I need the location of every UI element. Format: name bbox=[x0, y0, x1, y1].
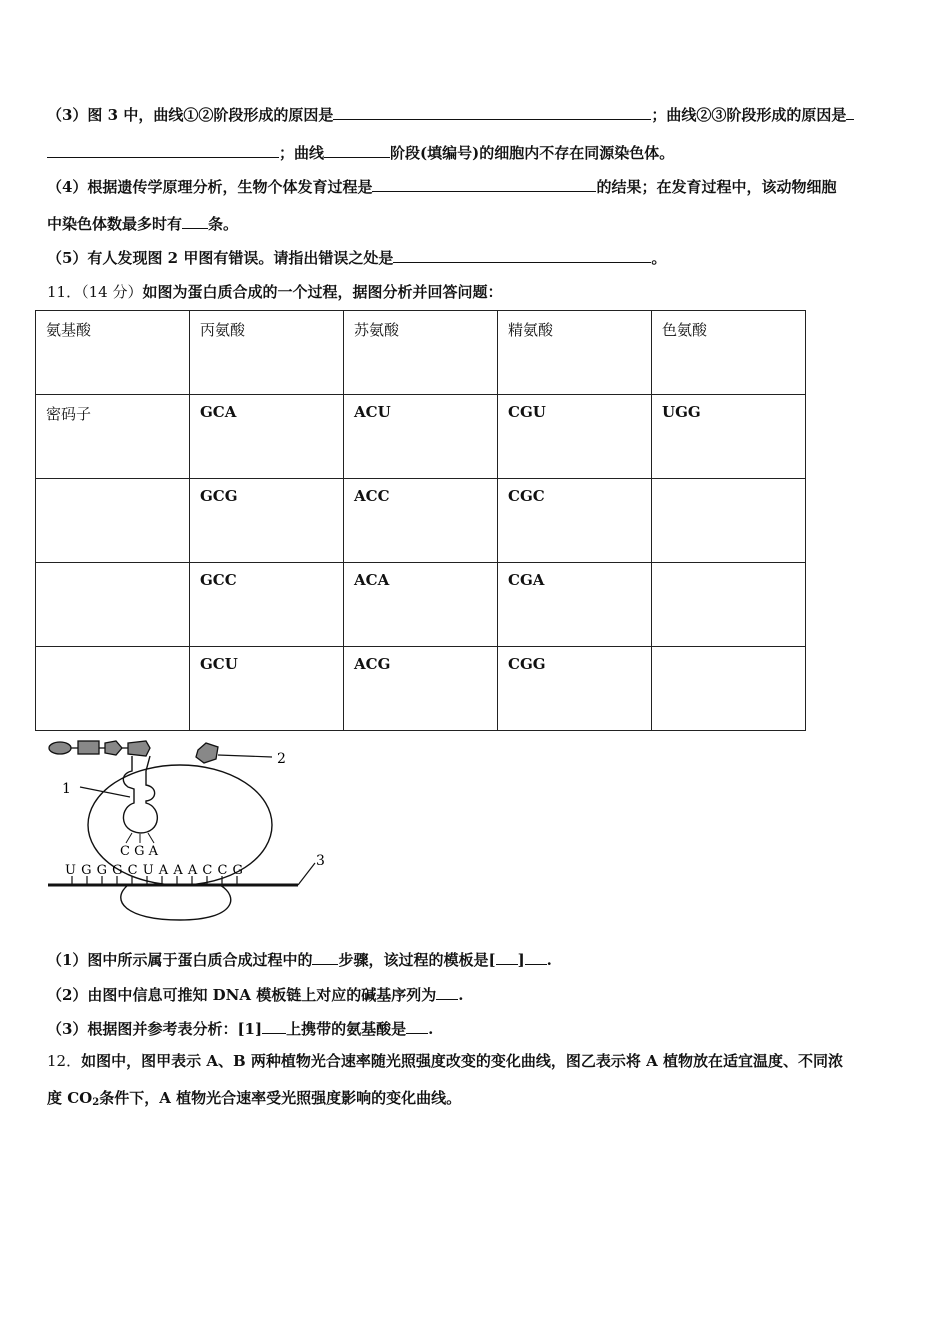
answer-blank[interactable] bbox=[372, 175, 596, 192]
table-row bbox=[36, 311, 806, 395]
q10-part4-line2 bbox=[47, 212, 238, 234]
q12-text-line1: 如图中，图甲表示 A、B 两种植物光合速率随光照强度改变的变化曲线，图乙表示将 A 植物放在适宜温度、不同浓 bbox=[81, 1052, 843, 1070]
q12-line2 bbox=[47, 1088, 461, 1113]
table-row-label: 密码子 bbox=[36, 395, 190, 479]
q10-part5 bbox=[47, 246, 666, 268]
table-header-cell: 氨基酸 bbox=[36, 311, 190, 395]
codon-cell: GCA bbox=[190, 395, 344, 479]
q10-part5-text-a: （5）有人发现图 2 甲图有错误。请指出错误之处是 bbox=[47, 249, 394, 267]
table-row bbox=[36, 479, 806, 563]
codon-cell bbox=[652, 647, 806, 731]
answer-blank[interactable] bbox=[262, 1017, 286, 1034]
amino-acid-shape bbox=[128, 741, 150, 756]
table-row bbox=[36, 395, 806, 479]
q10-part3-line1 bbox=[47, 103, 854, 125]
codon-table bbox=[35, 310, 806, 731]
q11-sub1-text-a: （1）图中所示属于蛋白质合成过程中的 bbox=[47, 951, 313, 969]
answer-blank[interactable] bbox=[393, 246, 651, 263]
anticodon-bonds bbox=[126, 833, 154, 843]
table-header-cell: 丙氨酸 bbox=[190, 311, 344, 395]
table-row bbox=[36, 563, 806, 647]
q10-part3-text-a: （3）图 3 中，曲线①②阶段形成的原因是 bbox=[47, 106, 334, 124]
answer-blank[interactable] bbox=[324, 141, 390, 158]
answer-blank[interactable] bbox=[333, 103, 651, 120]
answer-blank[interactable] bbox=[525, 948, 547, 965]
answer-blank[interactable] bbox=[846, 103, 854, 120]
q11-stem-text: 如图为蛋白质合成的一个过程，据图分析并回答问题： bbox=[142, 283, 503, 301]
q10-part3-text-d: 阶段(填编号)的细胞内不存在同源染色体。 bbox=[390, 144, 675, 162]
table-row bbox=[36, 647, 806, 731]
answer-blank[interactable] bbox=[312, 948, 338, 965]
q11-sub2 bbox=[47, 983, 463, 1005]
q11-stem bbox=[47, 282, 502, 302]
codon-cell: UGG bbox=[652, 395, 806, 479]
q10-part3-line2 bbox=[47, 141, 674, 163]
q11-number: 11．（14 分） bbox=[47, 283, 143, 301]
q11-sub3 bbox=[47, 1017, 433, 1039]
peptide-chain bbox=[49, 741, 218, 763]
q11-sub3-text-b: 上携带的氨基酸是 bbox=[286, 1020, 407, 1038]
ribosome-small-subunit bbox=[121, 885, 231, 920]
q11-sub1-text-c: ] bbox=[517, 951, 525, 969]
codon-cell: ACA bbox=[344, 563, 498, 647]
mrna-sequence: U G G G C U A A A C C G bbox=[65, 863, 244, 878]
amino-acid-shape bbox=[49, 742, 71, 754]
q12-text-line2b: 条件下，A 植物光合速率受光照强度影响的变化曲线。 bbox=[99, 1089, 462, 1107]
table-header-cell: 苏氨酸 bbox=[344, 311, 498, 395]
q10-part3-text-b: ；曲线②③阶段形成的原因是 bbox=[651, 106, 847, 124]
table-row-label bbox=[36, 563, 190, 647]
codon-cell: CGA bbox=[498, 563, 652, 647]
codon-cell: ACG bbox=[344, 647, 498, 731]
q11-sub3-text-a: （3）根据图并参考表分析：[1] bbox=[47, 1020, 263, 1038]
codon-cell: GCU bbox=[190, 647, 344, 731]
q12-subscript: 2 bbox=[92, 1097, 100, 1108]
q11-sub2-text-a: （2）由图中信息可推知 DNA 模板链上对应的碱基序列为 bbox=[47, 986, 437, 1004]
answer-blank[interactable] bbox=[47, 141, 279, 158]
codon-cell: CGU bbox=[498, 395, 652, 479]
q12-number: 12． bbox=[47, 1052, 82, 1070]
q11-sub3-text-c: . bbox=[428, 1020, 434, 1038]
table-header-cell: 精氨酸 bbox=[498, 311, 652, 395]
q10-part4-text-d: 条。 bbox=[208, 215, 239, 233]
codon-cell: GCC bbox=[190, 563, 344, 647]
codon-cell: CGG bbox=[498, 647, 652, 731]
q10-part4-text-c: 中染色体数最多时有 bbox=[47, 215, 183, 233]
amino-acid-shape bbox=[105, 741, 122, 755]
amino-acid-shape bbox=[78, 741, 99, 754]
codon-cell: CGC bbox=[498, 479, 652, 563]
leader-line-2 bbox=[218, 755, 272, 757]
free-amino-acid bbox=[196, 743, 218, 763]
q11-sub1 bbox=[47, 948, 552, 970]
translation-diagram bbox=[40, 735, 340, 925]
answer-blank[interactable] bbox=[496, 948, 518, 965]
answer-blank[interactable] bbox=[182, 212, 208, 229]
table-header-cell: 色氨酸 bbox=[652, 311, 806, 395]
q11-sub2-text-b: . bbox=[458, 986, 464, 1004]
label-3: 3 bbox=[316, 853, 325, 869]
table-row-label bbox=[36, 647, 190, 731]
q10-part4-line1 bbox=[47, 175, 836, 197]
codon-cell: GCG bbox=[190, 479, 344, 563]
q11-sub1-text-d: . bbox=[546, 951, 552, 969]
q10-part4-text-b: 的结果；在发育过程中，该动物细胞 bbox=[596, 178, 837, 196]
q12-text-line2a: 度 CO bbox=[47, 1089, 93, 1107]
codon-cell: ACU bbox=[344, 395, 498, 479]
anticodon-text: C G A bbox=[120, 844, 158, 859]
codon-cell bbox=[652, 479, 806, 563]
codon-cell: ACC bbox=[344, 479, 498, 563]
answer-blank[interactable] bbox=[406, 1017, 428, 1034]
codon-cell bbox=[652, 563, 806, 647]
leader-line-1 bbox=[80, 787, 130, 797]
label-2: 2 bbox=[277, 751, 286, 767]
table-row-label bbox=[36, 479, 190, 563]
q10-part3-text-c: ；曲线 bbox=[279, 144, 325, 162]
label-1: 1 bbox=[62, 781, 71, 797]
leader-line-3 bbox=[298, 863, 315, 885]
q10-part5-text-b: 。 bbox=[651, 249, 667, 267]
answer-blank[interactable] bbox=[436, 983, 458, 1000]
q10-part4-text-a: （4）根据遗传学原理分析，生物个体发育过程是 bbox=[47, 178, 373, 196]
q11-sub1-text-b: 步骤，该过程的模板是[ bbox=[338, 951, 496, 969]
q12-line1 bbox=[47, 1051, 843, 1071]
